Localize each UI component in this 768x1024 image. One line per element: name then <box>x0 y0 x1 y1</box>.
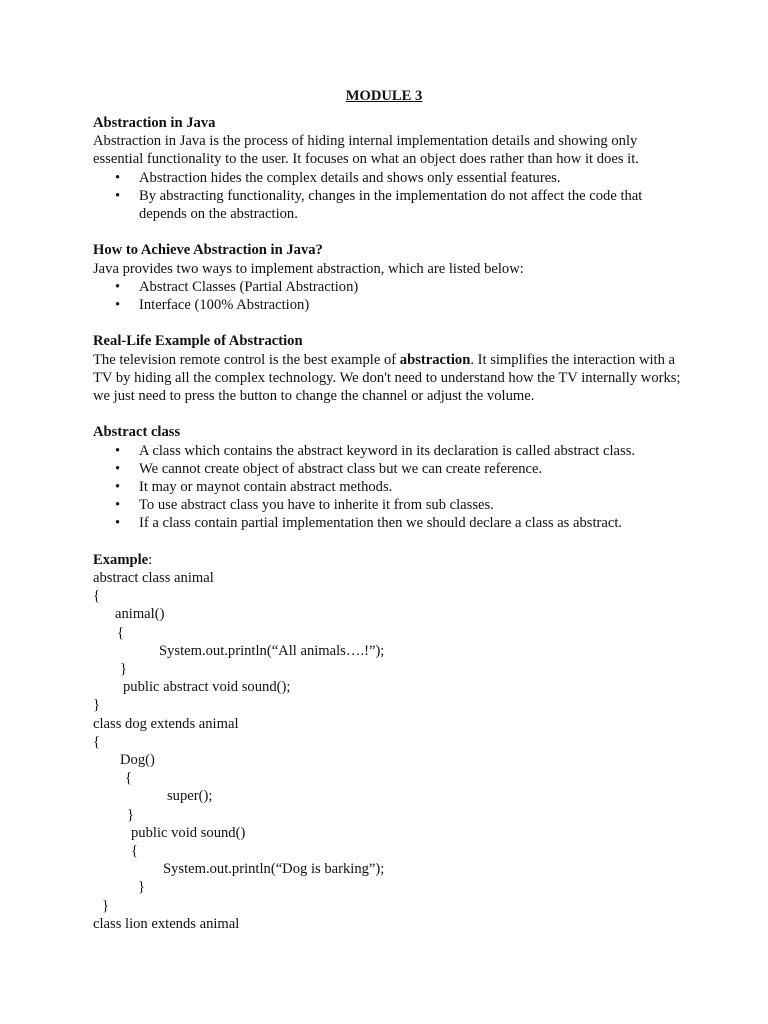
paragraph-text: The television remote control is the best example of <box>93 351 400 368</box>
section-paragraph-abstraction: Abstraction in Java is the process of hiding internal implementation details and showing only essential functionality to the user. It focuses on what an object does rather than how it does it. <box>93 133 639 168</box>
code-line: } <box>93 697 101 714</box>
list-item: • We cannot create object of abstract class but we can create reference. <box>93 460 683 478</box>
example-label-line <box>93 551 683 569</box>
code-line: { <box>93 733 101 750</box>
code-block <box>93 569 683 933</box>
list-item: • It may or maynot contain abstract methods. <box>93 478 683 496</box>
list-item: • Interface (100% Abstraction) <box>93 296 683 314</box>
document-body <box>93 114 683 933</box>
code-line: } <box>138 879 146 896</box>
code-line: Dog() <box>120 752 155 769</box>
code-line: public void sound() <box>131 824 246 841</box>
code-line: System.out.println(“All animals….!”); <box>159 642 385 659</box>
section-paragraph-real-life <box>93 351 683 406</box>
bullet-list-ways <box>93 278 683 314</box>
code-line: } <box>120 661 128 678</box>
list-item: • Abstraction hides the complex details and shows only essential features. <box>93 169 683 187</box>
code-line: class lion extends animal <box>93 915 240 932</box>
bold-term: abstraction <box>399 351 471 368</box>
section-heading-abstraction: Abstraction in Java <box>93 115 216 131</box>
code-line: { <box>131 843 139 860</box>
code-line: { <box>93 588 101 605</box>
paragraph-text: . It simplifies the interaction with a TV by hiding all the complex technology. We don't need to understand how the TV internally works; we just need to press the button to change the channel or adjust the volume. <box>93 351 681 405</box>
list-item: • Abstract Classes (Partial Abstraction) <box>93 278 683 296</box>
list-item: • A class which contains the abstract keyword in its declaration is called abstract class. <box>93 442 683 460</box>
section-paragraph-how-to: Java provides two ways to implement abstraction, which are listed below: <box>93 260 524 277</box>
code-line: { <box>125 770 133 787</box>
code-line: super(); <box>167 788 213 805</box>
code-line: animal() <box>115 606 165 623</box>
section-heading-abstract-class: Abstract class <box>93 424 181 441</box>
code-line: } <box>127 806 135 823</box>
code-line: System.out.println(“Dog is barking”); <box>163 861 385 878</box>
example-colon: : <box>148 551 153 568</box>
list-item: • By abstracting functionality, changes in the implementation do not affect the code that depends on the abstraction. <box>93 187 683 223</box>
section-heading-how-to: How to Achieve Abstraction in Java? <box>93 242 323 259</box>
code-line: public abstract void sound(); <box>123 679 291 696</box>
code-line: } <box>102 897 110 914</box>
example-label: Example <box>93 551 149 568</box>
bullet-list-abstraction <box>93 169 683 224</box>
code-line: class dog extends animal <box>93 715 239 732</box>
bullet-list-abstract-class <box>93 442 683 533</box>
page-title: MODULE 3 <box>345 88 423 104</box>
list-item: • To use abstract class you have to inherite it from sub classes. <box>93 496 683 514</box>
code-line: abstract class animal <box>93 570 214 587</box>
code-line: { <box>117 624 125 641</box>
section-heading-real-life: Real-Life Example of Abstraction <box>93 333 303 350</box>
list-item: • If a class contain partial implementation then we should declare a class as abstract. <box>93 514 683 532</box>
